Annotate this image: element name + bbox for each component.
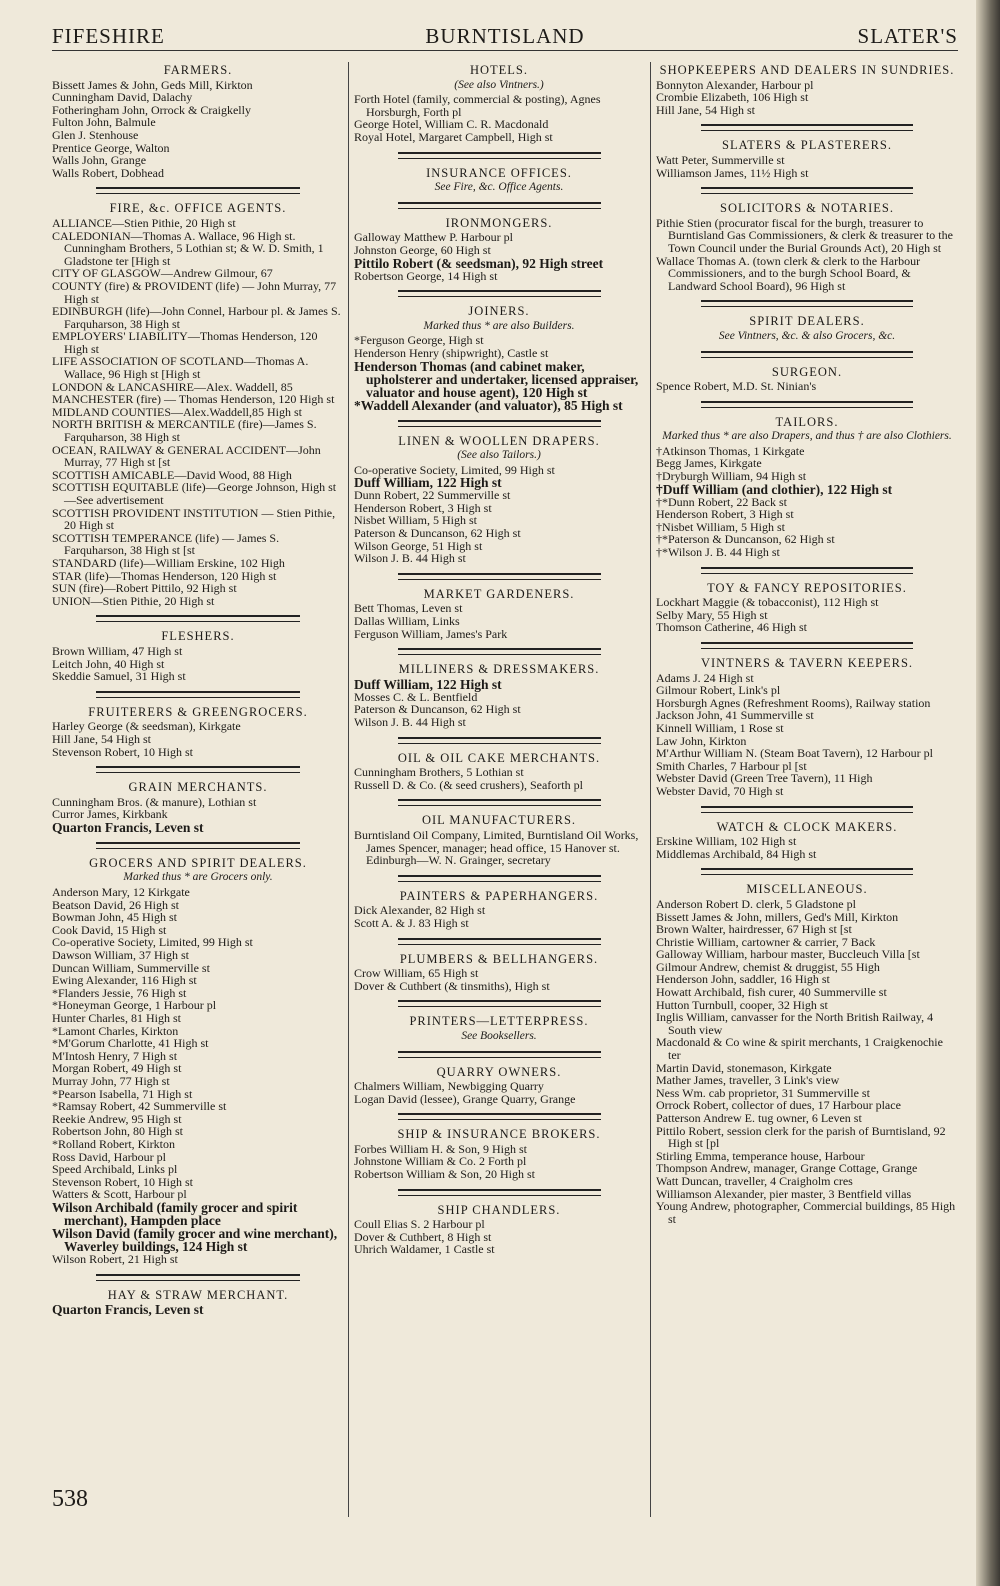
directory-entry: UNION—Stien Pithie, 20 High st [52,593,215,608]
directory-section [354,953,644,993]
directory-section [354,217,644,282]
directory-entry: Johnston George, 60 High st [354,242,491,257]
section-title: INSURANCE OFFICES. [426,165,572,180]
directory-entry: Cook David, 15 High st [52,922,167,937]
directory-entry: Ewing Alexander, 116 High st [52,973,197,988]
directory-entry: Crombie Elizabeth, 106 High st [656,90,809,105]
directory-section [656,64,958,116]
directory-entry: Bonnyton Alexander, Harbour pl [656,77,814,92]
section-title: SPIRIT DEALERS. [749,314,865,329]
directory-entry: Henderson Robert, 3 High st [354,500,492,515]
directory-section [354,305,644,411]
directory-entry: Harley George (& seedsman), Kirkgate [52,719,241,734]
directory-entry: Duff William, 122 High st [354,676,502,692]
directory-section [52,64,344,179]
directory-entry: Brown William, 47 High st [52,643,183,658]
directory-entry: Orrock Robert, collector of dues, 17 Harbour place [656,1098,901,1113]
directory-entry: Inglis William, canvasser for the North British Railway, 4 South view [656,1010,934,1037]
directory-entry: Begg James, Kirkgate [656,456,762,471]
directory-entry: Chalmers William, Newbigging Quarry [354,1079,544,1094]
directory-entry: Watt Peter, Summerville st [656,152,785,167]
directory-entry: Erskine William, 102 High st [656,834,797,849]
section-divider [398,938,601,945]
directory-section [354,64,644,144]
directory-entry: Murray John, 77 High st [52,1073,170,1088]
directory-section [656,315,958,342]
directory-entry: EMPLOYERS' LIABILITY—Thomas Henderson, 120 High st [52,329,318,356]
directory-entry: LONDON & LANCASHIRE—Alex. Waddell, 85 [52,379,293,394]
section-title: TOY & FANCY REPOSITORIES. [707,580,907,595]
directory-section [52,706,344,758]
directory-section [354,435,644,565]
directory-entry: Watters & Scott, Harbour pl [52,1187,187,1202]
section-divider [96,1274,300,1281]
directory-entry: Beatson David, 26 High st [52,897,179,912]
directory-section [354,1015,644,1042]
section-title: TAILORS. [775,414,839,429]
section-note: Marked thus * are also Builders. [423,319,575,332]
directory-entry: Anderson Robert D. clerk, 5 Gladstone pl [656,896,856,911]
directory-entry: Dick Alexander, 82 High st [354,903,486,918]
directory-entry: Galloway William, harbour master, Buccleuch Villa [st [656,947,920,962]
section-title: GRAIN MERCHANTS. [128,780,268,795]
section-title: OIL & OIL CAKE MERCHANTS. [397,750,601,765]
directory-entry: †Atkinson Thomas, 1 Kirkgate [656,443,805,458]
directory-entry: *Ramsay Robert, 42 Summerville st [52,1099,227,1114]
directory-entry: Thompson Andrew, manager, Grange Cottage, Grange [656,1161,918,1176]
section-divider [96,842,300,849]
directory-section [354,1128,644,1180]
section-divider [701,401,912,408]
directory-section [52,857,344,1266]
directory-entry: Lockhart Maggie (& tobacconist), 112 High st [656,595,879,610]
section-note: See Booksellers. [461,1029,537,1042]
directory-entry: NORTH BRITISH & MERCANTILE (fire)—James S. Farquharson, 38 High st [52,417,317,445]
section-title: SURGEON. [771,364,843,379]
directory-entry: Ferguson William, James's Park [354,626,508,641]
directory-entry: CALEDONIAN—Thomas A. Wallace, 96 High st. Cunningham Brothers, 5 Lothian st; & W. D. Smith, 1 Gladstone ter [High st [52,228,324,268]
section-title: PAINTERS & PAPERHANGERS. [399,888,599,903]
section-divider [398,420,601,427]
directory-entry: Robertson George, 14 High st [354,268,498,283]
directory-entry: Young Andrew, photographer, Commercial buildings, 85 High st [656,1199,956,1226]
directory-entry: Speed Archibald, Links pl [52,1162,178,1177]
directory-entry: Spence Robert, M.D. St. Ninian's [656,379,817,394]
directory-entry: Forth Hotel (family, commercial & posting), Agnes Horsburgh, Forth pl [354,92,601,119]
directory-entry: Kinnell William, 1 Rose st [656,720,784,735]
town-heading: BURNTISLAND [425,24,585,48]
directory-entry: *Lamont Charles, Kirkton [52,1023,179,1038]
directory-entry: Scott A. & J. 83 High st [354,915,469,930]
directory-section [656,139,958,179]
section-divider [96,615,300,622]
section-note: See Vintners, &c. & also Grocers, &c. [718,329,896,342]
directory-section [656,366,958,393]
directory-entry: Wilson J. B. 44 High st [354,715,466,729]
directory-entry: Wilson J. B. 44 High st [354,551,466,566]
directory-entry: EDINBURGH (life)—John Connel, Harbour pl. & James S. Farquharson, 38 High st [52,304,341,331]
directory-section [354,752,644,792]
section-title: QUARRY OWNERS. [436,1064,562,1079]
directory-entry: M'Intosh Henry, 7 High st [52,1048,178,1063]
section-divider [96,691,300,698]
section-title: FRUITERERS & GREENGROCERS. [88,704,308,719]
directory-entry: *Ferguson George, High st [354,333,484,348]
directory-entry: †*Paterson & Duncanson, 62 High st [656,532,835,547]
directory-entry: †Nisbet William, 5 High st [656,519,785,534]
directory-section [52,630,344,682]
directory-entry: Dover & Cuthbert (& tinsmiths), High st [354,978,550,993]
directory-entry: Wilson David (family grocer and wine merchant), Waverley buildings, 124 High st [52,1225,338,1254]
directory-entry: Dunn Robert, 22 Summerville st [354,488,511,503]
directory-entry: Henderson John, saddler, 16 High st [656,972,830,987]
directory-entry: LIFE ASSOCIATION OF SCOTLAND—Thomas A. Wallace, 96 High st [High st [52,354,309,382]
directory-entry: Skeddie Samuel, 31 High st [52,669,186,684]
directory-entry: Adams J. 24 High st [656,670,754,685]
section-divider [398,152,601,159]
section-divider [398,875,601,882]
directory-entry: Cunningham Brothers, 5 Lothian st [354,765,524,780]
directory-entry: ALLIANCE—Stien Pithie, 20 High st [52,215,236,230]
directory-entry: Paterson & Duncanson, 62 High st [354,526,521,541]
section-note: (See also Vintners.) [454,78,544,91]
section-divider [398,290,601,297]
section-divider [398,202,601,209]
section-title: WATCH & CLOCK MAKERS. [716,819,898,834]
section-title: GROCERS AND SPIRIT DEALERS. [89,855,307,870]
directory-entry: Hill Jane, 54 High st [52,731,151,746]
directory-entry: Crow William, 65 High st [354,966,479,981]
directory-entry: MANCHESTER (fire) — Thomas Henderson, 120 High st [52,392,335,407]
directory-entry: Prentice George, Walton [52,140,170,155]
directory-entry: OCEAN, RAILWAY & GENERAL ACCIDENT—John Murray, 77 High st [st [52,442,321,470]
section-divider [398,1113,601,1120]
section-title: SHIP & INSURANCE BROKERS. [397,1127,601,1142]
section-title: FLESHERS. [161,629,235,644]
section-title: LINEN & WOOLLEN DRAPERS. [398,433,600,448]
section-title: SOLICITORS & NOTARIES. [720,201,894,216]
column-divider [650,62,651,1517]
section-title: VINTNERS & TAVERN KEEPERS. [700,656,914,670]
section-divider [701,351,912,358]
directory-entry: Martin David, stonemason, Kirkgate [656,1060,832,1075]
directory-entry: COUNTY (fire) & PROVIDENT (life) — John Murray, 77 High st [52,278,337,306]
directory-entry: Webster David (Green Tree Tavern), 11 High [656,771,873,786]
directory-section [354,167,644,194]
directory-entry: CITY OF GLASGOW—Andrew Gilmour, 67 [52,266,273,281]
directory-entry: Leitch John, 40 High st [52,656,165,671]
section-divider [398,573,601,580]
directory-entry: Selby Mary, 55 High st [656,607,768,622]
section-title: HAY & STRAW MERCHANT. [107,1287,289,1302]
section-divider [701,567,912,574]
directory-entry: SCOTTISH PROVIDENT INSTITUTION — Stien Pithie, 20 High st [52,505,336,533]
directory-section [656,883,958,1225]
directory-entry: M'Arthur William N. (Steam Boat Tavern), 12 Harbour pl [656,746,934,761]
directory-entry: Horsburgh Agnes (Refreshment Rooms), Railway station [656,695,931,710]
column-3 [656,62,958,1233]
directory-section [354,1204,644,1256]
directory-entry: Quarton Francis, Leven st [52,1302,204,1318]
directory-entry: Williamson Alexander, pier master, 3 Bentfield villas [656,1186,912,1201]
directory-entry: Ross David, Harbour pl [52,1149,166,1164]
section-title: HOTELS. [469,63,529,77]
directory-entry: Burntisland Oil Company, Limited, Burntisland Oil Works, James Spencer, manager; head office, 15 Hanover st. Edinburgh—W. N. Grainger, secretary [354,827,639,868]
directory-entry: Curror James, Kirkbank [52,807,168,822]
directory-entry: Co-operative Society, Limited, 99 High st [52,935,253,950]
section-divider [701,124,912,131]
directory-entry: SCOTTISH EQUITABLE (life)—George Johnson, High st—See advertisement [52,480,337,507]
directory-section [656,416,958,559]
section-title: IRONMONGERS. [445,215,553,230]
directory-entry: Wallace Thomas A. (town clerk & clerk to the Harbour Commissioners, and to the burgh School Board, & Landward School Board), 96 High st [656,253,921,293]
header-rule [52,50,958,51]
directory-entry: Thomson Catherine, 46 High st [656,620,807,635]
section-note: Marked thus * are Grocers only. [123,871,273,884]
directory-entry: STANDARD (life)—William Erskine, 102 High [52,555,285,570]
directory-entry: Co-operative Society, Limited, 99 High st [354,462,555,477]
directory-entry: Fotheringham John, Orrock & Craigkelly [52,102,251,117]
directory-entry: Webster David, 70 High st [656,783,784,798]
directory-section [656,657,958,798]
directory-entry: Patterson Andrew E. tug owner, 6 Leven st [656,1111,862,1125]
directory-entry: Cunningham Bros. (& manure), Lothian st [52,794,257,809]
section-title: JOINERS. [468,304,530,319]
directory-entry: SCOTTISH TEMPERANCE (life) — James S. Farquharson, 38 High st [st [52,530,280,558]
directory-entry: Royal Hotel, Margaret Campbell, High st [354,129,553,144]
directory-section [52,781,344,834]
directory-entry: Duff William, 122 High st [354,475,502,491]
directory-entry: MIDLAND COUNTIES—Alex.Waddell,85 High st [52,404,303,419]
county-heading: FIFESHIRE [52,24,165,48]
directory-entry: Bissett James & John, Geds Mill, Kirkton [52,77,253,92]
directory-entry: Christie William, cartowner & carrier, 7 Back [656,934,876,949]
directory-entry: Logan David (lessee), Grange Quarry, Grange [354,1091,576,1106]
book-binding-edge [976,0,1000,1586]
section-title: SLATERS & PLASTERERS. [722,138,892,153]
column-1 [52,62,344,1324]
directory-entry: Glen J. Stenhouse [52,127,139,142]
directory-entry: Robertson William & Son, 20 High st [354,1167,535,1182]
directory-entry: Walls John, Grange [52,153,147,168]
directory-entry: *Pearson Isabella, 71 High st [52,1086,193,1101]
section-divider [701,187,912,194]
directory-entry: Forbes William H. & Son, 9 High st [354,1141,527,1156]
directory-entry: Robertson John, 80 High st [52,1124,184,1139]
section-divider [398,1189,601,1196]
column-divider [348,62,349,1517]
directory-entry: Stevenson Robert, 10 High st [52,744,193,759]
directory-entry: George Hotel, William C. R. Macdonald [354,117,549,132]
directory-entry: Dallas William, Links [354,614,460,629]
section-divider [701,868,912,875]
directory-entry: †Duff William (and clothier), 122 High st [656,481,893,497]
directory-entry: Dawson William, 37 High st [52,948,189,963]
section-divider [96,766,300,773]
section-divider [701,806,912,813]
directory-entry: SUN (fire)—Robert Pittilo, 92 High st [52,581,237,596]
directory-entry: Henderson Robert, 3 High st [656,507,794,522]
directory-section [354,890,644,930]
directory-entry: †*Wilson J. B. 44 High st [656,545,780,560]
section-note: See Fire, &c. Office Agents. [434,181,564,194]
directory-entry: Ness Wm. cab proprietor, 31 Summerville st [656,1085,870,1100]
directory-entry: Gilmour Robert, Link's pl [656,683,781,698]
directory-entry: Duncan William, Summerville st [52,960,210,975]
directory-section [52,1289,344,1317]
section-title: MILLINERS & DRESSMAKERS. [398,662,600,677]
directory-entry: *Flanders Jessie, 76 High st [52,985,187,1000]
directory-entry: Pithie Stien (procurator fiscal for the burgh, treasurer to Burntisland Gas Commissioners, & clerk & treasurer to the Town Council under the Burial Grounds Act), 20 High st [656,215,953,255]
section-title: FIRE, &c. OFFICE AGENTS. [109,201,287,216]
directory-entry: *Honeyman George, 1 Harbour pl [52,998,217,1013]
directory-entry: Walls Robert, Dobhead [52,165,165,180]
directory-entry: Macdonald & Co wine & spirit merchants, 1 Craigkenochie ter [656,1035,943,1063]
directory-entry: Hill Jane, 54 High st [656,102,755,117]
directory-entry: Quarton Francis, Leven st [52,819,204,835]
column-2 [354,62,644,1264]
section-title: MISCELLANEOUS. [746,882,868,897]
directory-entry: Pittilo Robert (& seedsman), 92 High street [354,255,604,271]
section-title: MARKET GARDENERS. [423,586,575,601]
directory-entry: Reekie Andrew, 95 High st [52,1111,182,1126]
directory-entry: Law John, Kirkton [656,733,747,748]
directory-entry: Stirling Emma, temperance house, Harbour [656,1148,865,1163]
directory-entry: Fulton John, Balmule [52,115,156,130]
directory-entry: STAR (life)—Thomas Henderson, 120 High st [52,568,277,583]
directory-entry: Dover & Cuthbert, 8 High st [354,1229,492,1244]
directory-section [656,202,958,292]
directory-entry: SCOTTISH AMICABLE—David Wood, 88 High [52,467,292,482]
directory-section [354,814,644,866]
directory-entry: †Dryburgh William, 94 High st [656,469,807,484]
section-divider [701,300,912,307]
section-divider [701,642,912,649]
directory-entry: Brown Walter, hairdresser, 67 High st [st [656,922,852,937]
directory-entry: *M'Gorum Charlotte, 41 High st [52,1036,209,1051]
section-divider [398,1051,601,1058]
directory-entry: Cunningham David, Dalachy [52,90,193,105]
directory-entry: Williamson James, 11½ High st [656,165,809,180]
section-title: FARMERS. [163,63,233,77]
directory-entry: Howatt Archibald, fish curer, 40 Summerville st [656,985,887,1000]
directory-entry: Hutton Turnbull, cooper, 32 High st [656,997,828,1012]
directory-entry: Henderson Thomas (and cabinet maker, upholsterer and undertaker, licensed appraiser, valuator and house agent), 120 High st [354,358,639,400]
section-title: SHOPKEEPERS AND DEALERS IN SUNDRIES. [659,63,955,77]
directory-entry: *Waddell Alexander (and valuator), 85 High st [354,397,623,413]
directory-entry: Bett Thomas, Leven st [354,601,463,616]
section-divider [398,737,601,744]
directory-entry: Hunter Charles, 81 High st [52,1011,181,1025]
section-divider [398,799,601,806]
section-title: OIL MANUFACTURERS. [421,813,577,828]
section-note: Marked thus * are also Drapers, and thus † are also Clothiers. [662,430,952,443]
directory-entry: Jackson John, 41 Summerville st [656,708,814,723]
directory-entry: Henderson Henry (shipwright), Castle st [354,345,549,360]
directory-section [656,582,958,634]
directory-section [354,588,644,640]
directory-entry: Mosses C. & L. Bentfield [354,689,478,704]
directory-entry: Smith Charles, 7 Harbour pl [st [656,758,807,773]
directory-section [354,1066,644,1106]
directory-entry: Coull Elias S. 2 Harbour pl [354,1217,485,1232]
section-title: PRINTERS—LETTERPRESS. [409,1014,589,1029]
directory-entry: Pittilo Robert, session clerk for the parish of Burntisland, 92 High st [pl [656,1123,946,1151]
directory-entry: Galloway Matthew P. Harbour pl [354,230,513,245]
section-divider [398,648,601,655]
section-note: (See also Tailors.) [457,449,541,462]
page-number: 538 [52,1486,88,1512]
directory-entry: Johnstone William & Co. 2 Forth pl [354,1154,527,1169]
directory-entry: Wilson Robert, 21 High st [52,1251,178,1266]
directory-entry: *Rolland Robert, Kirkton [52,1136,175,1151]
directory-entry: Middlemas Archibald, 84 High st [656,846,817,861]
directory-entry: Stevenson Robert, 10 High st [52,1174,193,1189]
directory-entry: Gilmour Andrew, chemist & druggist, 55 High [656,959,880,974]
page-header [52,24,958,50]
directory-entry: Watt Duncan, traveller, 4 Craigholm cres [656,1173,853,1188]
section-divider [96,187,300,194]
section-title: SHIP CHANDLERS. [437,1202,561,1217]
section-title: PLUMBERS & BELLHANGERS. [399,951,599,966]
section-divider [398,1000,601,1007]
publisher-heading: SLATER'S [857,24,958,48]
directory-entry: Russell D. & Co. (& seed crushers), Seaforth pl [354,777,583,792]
directory-entry: Wilson George, 51 High st [354,538,483,553]
directory-entry: Nisbet William, 5 High st [354,513,477,528]
directory-entry: Mather James, traveller, 3 Link's view [656,1073,840,1088]
directory-entry: Paterson & Duncanson, 62 High st [354,702,521,717]
directory-entry: Anderson Mary, 12 Kirkgate [52,885,190,900]
directory-section [52,202,344,607]
directory-entry: Bissett James & John, millers, Ged's Mill, Kirkton [656,909,899,924]
directory-section [354,663,644,728]
directory-entry: †*Dunn Robert, 22 Back st [656,494,787,509]
directory-entry: Wilson Archibald (family grocer and spirit merchant), Hampden place [52,1199,298,1228]
directory-entry: Bowman John, 45 High st [52,910,178,925]
directory-section [656,821,958,861]
directory-entry: Uhrich Waldamer, 1 Castle st [354,1242,495,1257]
directory-entry: Morgan Robert, 49 High st [52,1061,182,1076]
